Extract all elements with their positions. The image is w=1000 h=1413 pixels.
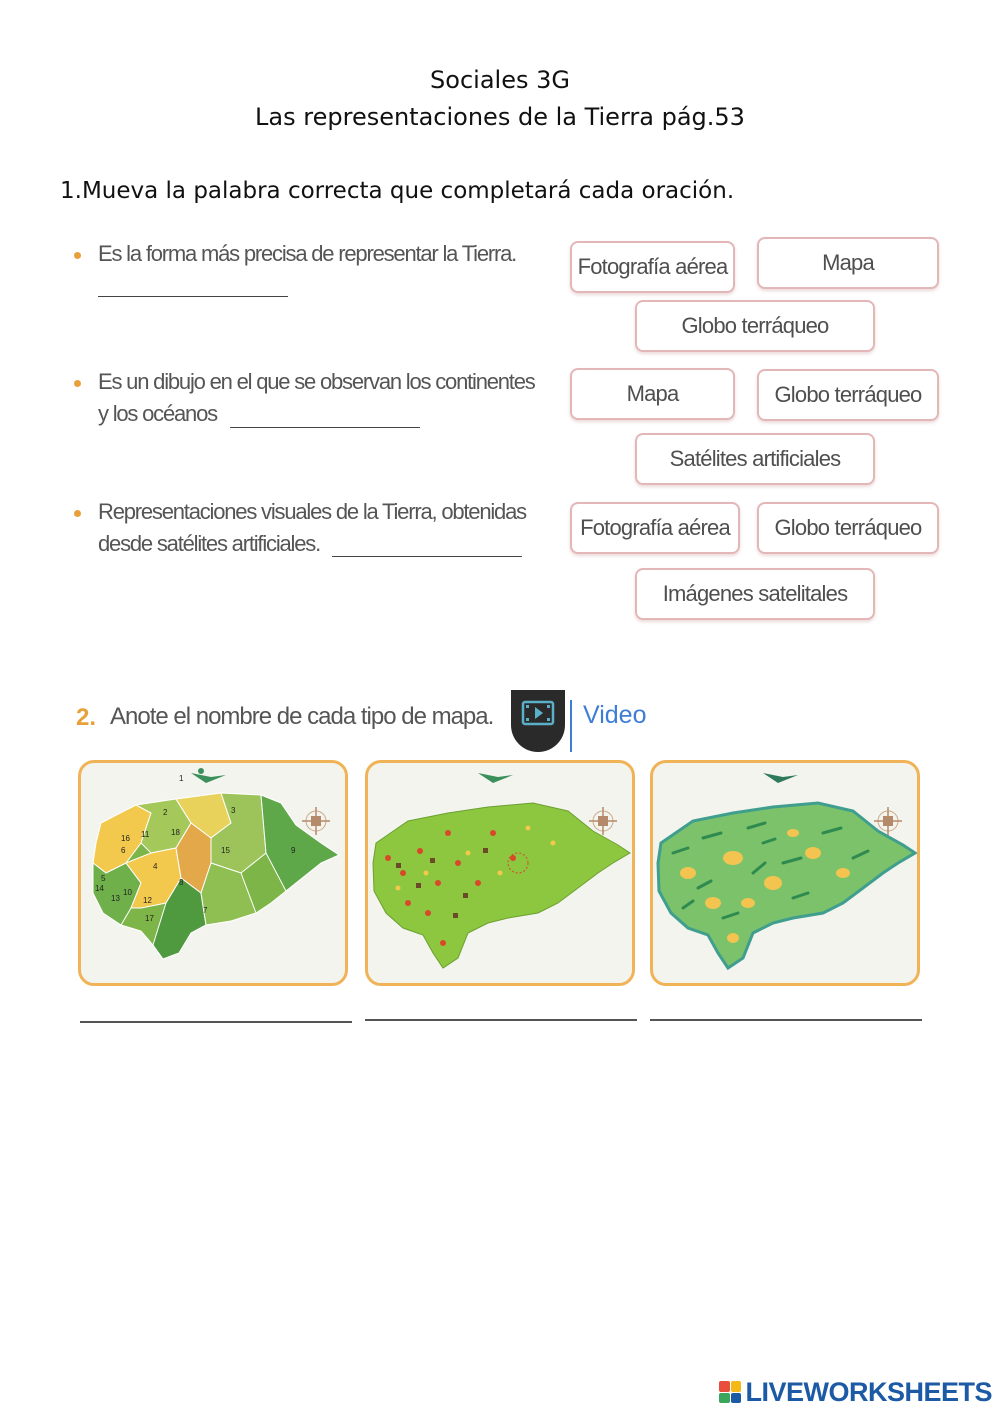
map-number-label: 13 [111, 894, 120, 903]
video-link[interactable]: Video [583, 701, 647, 729]
word-chip-globo-terraqueo[interactable]: Globo terráqueo [635, 300, 875, 352]
question-1-item-3 [98, 496, 538, 560]
map-number-label: 11 [141, 830, 150, 839]
video-icon[interactable] [511, 690, 565, 752]
worksheet-subject: Sociales 3G [430, 66, 570, 94]
political-map-image [81, 763, 345, 983]
map-answer-line-2[interactable] [365, 1019, 637, 1021]
map-number-label: 8 [179, 878, 184, 887]
map-number-label: 7 [203, 906, 208, 915]
map-number-label: 6 [121, 846, 126, 855]
word-chip-mapa[interactable]: Mapa [757, 237, 939, 289]
question-1-item-1 [98, 238, 538, 270]
answer-blank-3[interactable] [332, 556, 522, 557]
word-chip-globo-terraqueo[interactable]: Globo terráqueo [757, 369, 939, 421]
word-chip-globo-terraqueo[interactable]: Globo terráqueo [757, 502, 939, 554]
question-2-instruction: Anote el nombre de cada tipo de mapa. [110, 703, 494, 730]
word-chip-mapa[interactable]: Mapa [570, 368, 735, 420]
map-card-relief [650, 760, 920, 986]
liveworksheets-brand [719, 1374, 992, 1410]
relief-map-image [653, 763, 917, 983]
map-answer-line-3[interactable] [650, 1019, 922, 1021]
bullet-icon [74, 252, 81, 259]
map-number-label: 5 [101, 874, 106, 883]
map-number-label: 9 [291, 846, 296, 855]
brand-name: LIVEWORKSHEETS [745, 1376, 992, 1407]
item-3-text-line1: Representaciones visuales de la Tierra, obtenidas [98, 499, 526, 524]
video-divider [570, 700, 572, 752]
answer-blank-1[interactable] [98, 296, 288, 297]
word-chip-imagenes-satelitales[interactable]: Imágenes satelitales [635, 568, 875, 620]
map-number-label: 16 [121, 834, 130, 843]
item-1-text: Es la forma más precisa de representar la Tierra. [98, 241, 517, 266]
bullet-icon [74, 380, 81, 387]
map-number-label: 18 [171, 828, 180, 837]
question-2-number: 2. [76, 704, 97, 731]
word-chip-fotografia-aerea[interactable]: Fotografía aérea [570, 502, 740, 554]
item-3-text-line2: desde satélites artificiales. [98, 531, 320, 556]
map-number-label: 12 [143, 896, 152, 905]
map-number-label: 10 [123, 888, 132, 897]
question-1-item-2 [98, 366, 538, 430]
map-number-label: 14 [95, 884, 104, 893]
item-2-text-line2: y los océanos [98, 401, 217, 426]
answer-blank-2[interactable] [230, 427, 420, 428]
map-card-political [78, 760, 348, 986]
map-number-label: 4 [153, 862, 158, 871]
map-number-label: 15 [221, 846, 230, 855]
map-number-label: 3 [231, 806, 236, 815]
map-number-label: 17 [145, 914, 154, 923]
map-number-label: 1 [179, 774, 184, 783]
liveworksheets-logo-icon [719, 1381, 741, 1403]
map-answer-line-1[interactable] [80, 1021, 352, 1023]
question-1-instruction: 1.Mueva la palabra correcta que completará cada oración. [60, 178, 735, 204]
bullet-icon [74, 510, 81, 517]
products-map-image [368, 763, 632, 983]
map-card-products [365, 760, 635, 986]
word-chip-fotografia-aerea[interactable]: Fotografía aérea [570, 241, 735, 293]
map-number-label: 2 [163, 808, 168, 817]
word-chip-satelites-artificiales[interactable]: Satélites artificiales [635, 433, 875, 485]
item-2-text-line1: Es un dibujo en el que se observan los continentes [98, 369, 535, 394]
worksheet-topic: Las representaciones de la Tierra pág.53 [255, 103, 745, 131]
